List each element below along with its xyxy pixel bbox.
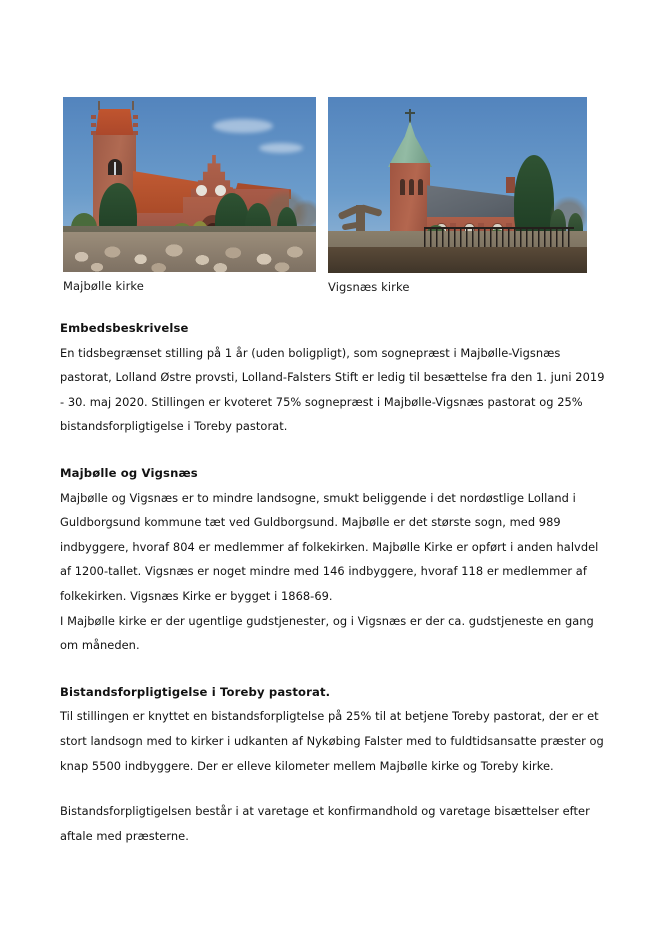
- section-spacer: [60, 658, 612, 680]
- tower-window: [418, 179, 423, 195]
- section-heading: Majbølle og Vigsnæs: [60, 465, 198, 480]
- section-paragraph: Bistandsforpligtigelsen består i at varetage et konfirmandhold og varetage bisættelser efter aftale med præsterne.: [60, 804, 590, 843]
- crenellation: [91, 123, 96, 127]
- majboelle-kirke-photo: [63, 97, 316, 272]
- section-paragraph: Til stillingen er knyttet en bistandsforpligtelse på 25% til at betjene Toreby pastorat, der er et stort landsogn med to kirker i udkanten af Nykøbing Falster med to fuldtidsansatte præster og knap 5500 indbyggere. Der er elleve kilometer mellem Majbølle kirke og Toreby kirke.: [60, 709, 604, 773]
- section-paragraph: I Majbølle kirke er der ugentlige gudstjenester, og i Vigsnæs er der ca. gudstjeneste en gang om måneden.: [60, 613, 594, 653]
- crenellation: [91, 115, 96, 119]
- section-bistandsforpligtigelse: [60, 680, 612, 849]
- section-heading: Embedsbeskrivelse: [60, 321, 189, 335]
- vigsnaes-kirke-photo: [328, 97, 587, 273]
- spire-cross: [409, 109, 411, 123]
- figure-vigsnaes-kirke: [328, 97, 587, 295]
- stone-wall: [63, 232, 316, 272]
- paragraph-spacer: [60, 778, 612, 799]
- section-embedsbeskrivelse: [60, 316, 612, 439]
- crenellation: [133, 131, 138, 135]
- crenellation: [133, 123, 138, 127]
- section-paragraph: En tidsbegrænset stilling på 1 år (uden boligpligt), som sognepræst i Majbølle-Vigsnæs pastorat, Lolland Østre provsti, Lolland-Falsters Stift er ledig til besættelse fra den 1. juni 2019 - 30. maj 2020. Stillingen er kvoteret 75% sognepræst i Majbølle-Vigsnæs pastorat og 25% bistandsforpligtigelse i Toreby pastorat.: [60, 345, 605, 434]
- tower-window: [409, 179, 414, 195]
- roof-pinnacle: [98, 101, 100, 110]
- section-majboelle-og-vigsnaes: [60, 461, 612, 658]
- tower-window: [400, 179, 405, 195]
- figure-majboelle-kirke: [63, 97, 316, 294]
- figure-caption: Vigsnæs kirke: [328, 280, 410, 294]
- figure-caption: Majbølle kirke: [63, 279, 144, 293]
- crenellation: [91, 131, 96, 135]
- roof-pinnacle: [132, 101, 134, 110]
- section-paragraph: Majbølle og Vigsnæs er to mindre landsogne, smukt beliggende i det nordøstlige Lolland i Guldborgsund kommune tæt ved Guldborgsund. Majbølle er det største sogn, med 989 indbyggere, hvoraf 804 er medlemmer af folkekirken. Majbølle Kirke er opført i anden halvdel af 1200-tallet. Vigsnæs er noget mindre med 146 indbyggere, hvoraf 118 er medlemmer af folkekirken. Vigsnæs Kirke er bygget i 1868-69.: [60, 490, 599, 603]
- figure-row: [63, 97, 609, 297]
- section-heading: Bistandsforpligtigelse i Toreby pastorat.: [60, 684, 331, 699]
- crenellation: [133, 115, 138, 119]
- cloud: [259, 143, 303, 153]
- section-spacer: [60, 439, 612, 461]
- hedge: [328, 247, 587, 273]
- belfry-window: [108, 159, 122, 175]
- cloud: [213, 119, 273, 133]
- rose-window: [196, 185, 207, 196]
- document-body: [60, 316, 612, 848]
